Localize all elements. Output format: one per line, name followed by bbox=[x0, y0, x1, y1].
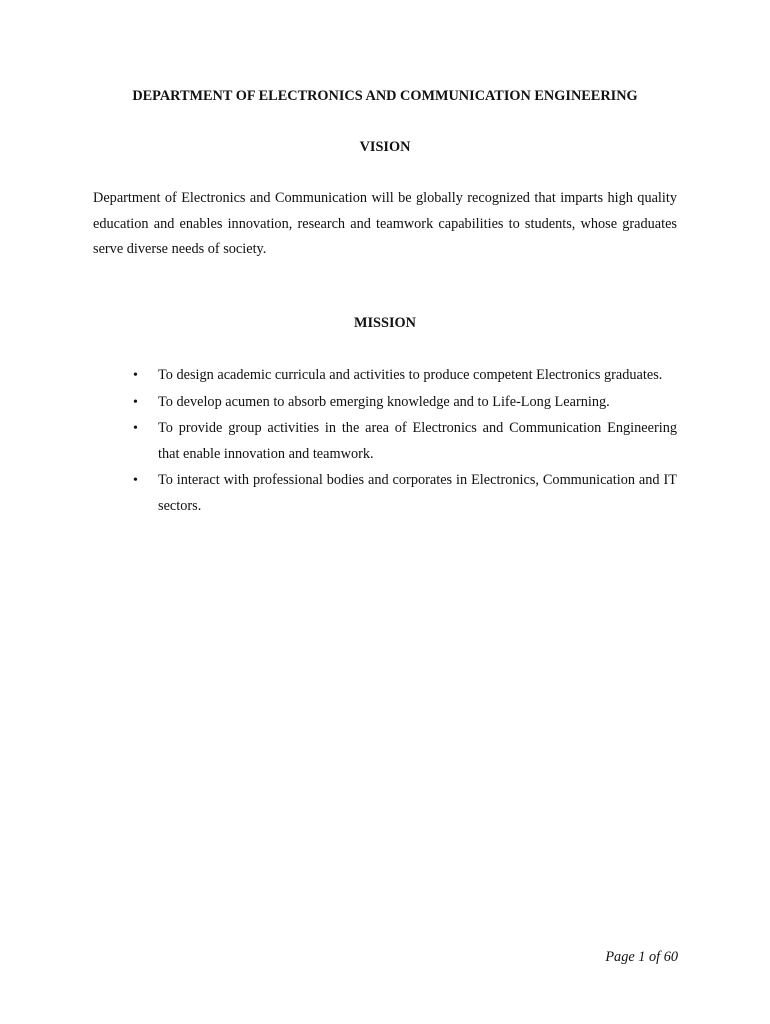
mission-item-text: To interact with professional bodies and corporates in Electronics, Communication and IT sectors. bbox=[158, 472, 677, 514]
mission-list bbox=[93, 363, 677, 520]
mission-item bbox=[93, 468, 677, 519]
mission-item bbox=[93, 363, 677, 389]
mission-item-text: To design academic curricula and activities to produce competent Electronics graduates. bbox=[158, 367, 663, 383]
mission-item bbox=[93, 416, 677, 467]
vision-statement: Department of Electronics and Communication will be globally recognized that imparts high quality education and enables innovation, research and teamwork capabilities to students, whose graduates serve diverse needs of society. bbox=[93, 190, 677, 257]
bullet-icon: • bbox=[133, 421, 138, 436]
vision-heading: VISION bbox=[359, 139, 411, 155]
mission-heading: MISSION bbox=[354, 315, 416, 331]
mission-item bbox=[93, 390, 677, 416]
page-number: Page 1 of 60 bbox=[605, 949, 678, 965]
bullet-icon: • bbox=[133, 394, 138, 410]
department-title: DEPARTMENT OF ELECTRONICS AND COMMUNICATION ENGINEERING bbox=[132, 88, 638, 104]
mission-item-text: To provide group activities in the area of Electronics and Communication Engineering that enable innovation and teamwork. bbox=[158, 420, 677, 462]
bullet-icon: • bbox=[133, 473, 138, 488]
bullet-icon: • bbox=[133, 368, 138, 383]
mission-item-text: To develop acumen to absorb emerging knowledge and to Life-Long Learning. bbox=[158, 393, 610, 410]
